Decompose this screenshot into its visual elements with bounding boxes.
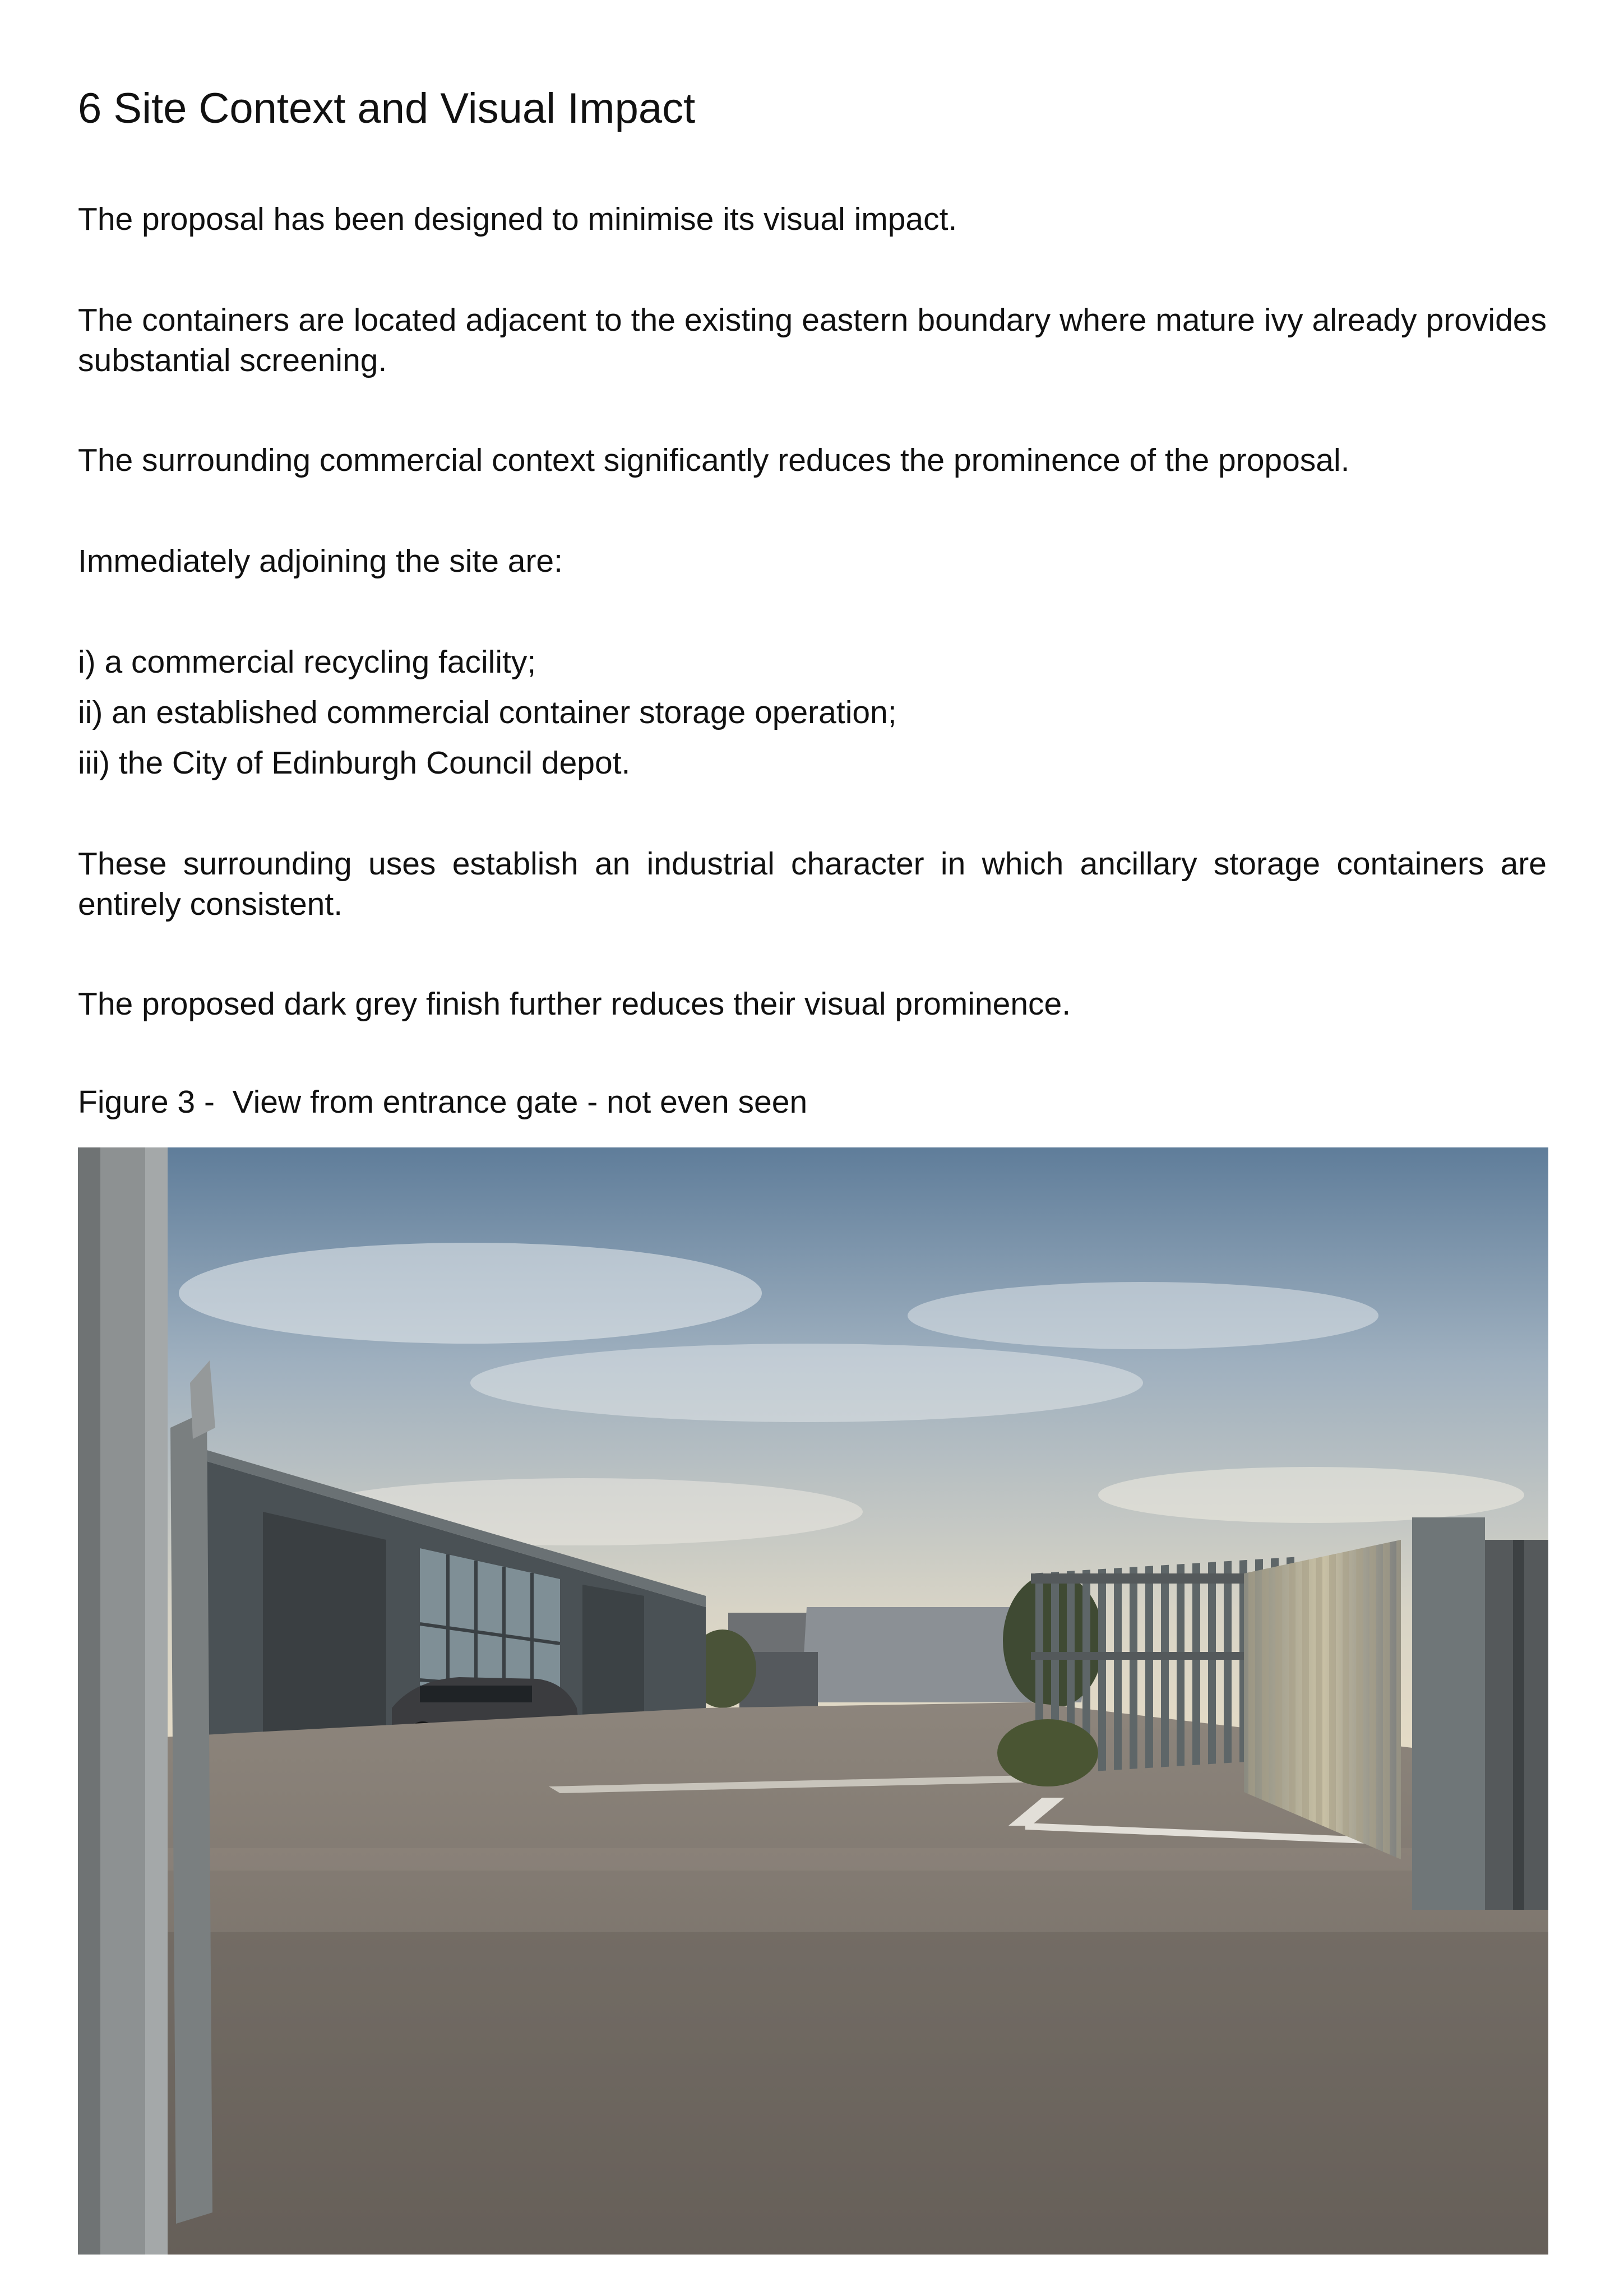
- section-heading: 6 Site Context and Visual Impact: [78, 85, 696, 132]
- list-item-recycling: i) a commercial recycling facility;: [78, 644, 536, 680]
- paragraph-industrial-character: These surrounding uses establish an industrial character in which ancillary storage containers are entirely consistent.: [78, 846, 1547, 922]
- site-photo: [78, 1147, 1548, 2255]
- paragraph-container-location: The containers are located adjacent to the existing eastern boundary where mature ivy already provides substantial screening.: [78, 302, 1547, 378]
- figure-caption: Figure 3 - View from entrance gate - not even seen: [78, 1084, 808, 1120]
- list-item-container-storage: ii) an established commercial container storage operation;: [78, 695, 897, 730]
- paragraph-design-intent: The proposal has been designed to minimise its visual impact.: [78, 201, 957, 237]
- paragraph-commercial-context: The surrounding commercial context significantly reduces the prominence of the proposal.: [78, 442, 1350, 478]
- paragraph-adjoining-intro: Immediately adjoining the site are:: [78, 543, 563, 579]
- site-photo-illustration: [78, 1147, 1548, 2255]
- paragraph-dark-grey-finish: The proposed dark grey finish further reduces their visual prominence.: [78, 986, 1071, 1022]
- list-item-council-depot: iii) the City of Edinburgh Council depot.: [78, 745, 631, 781]
